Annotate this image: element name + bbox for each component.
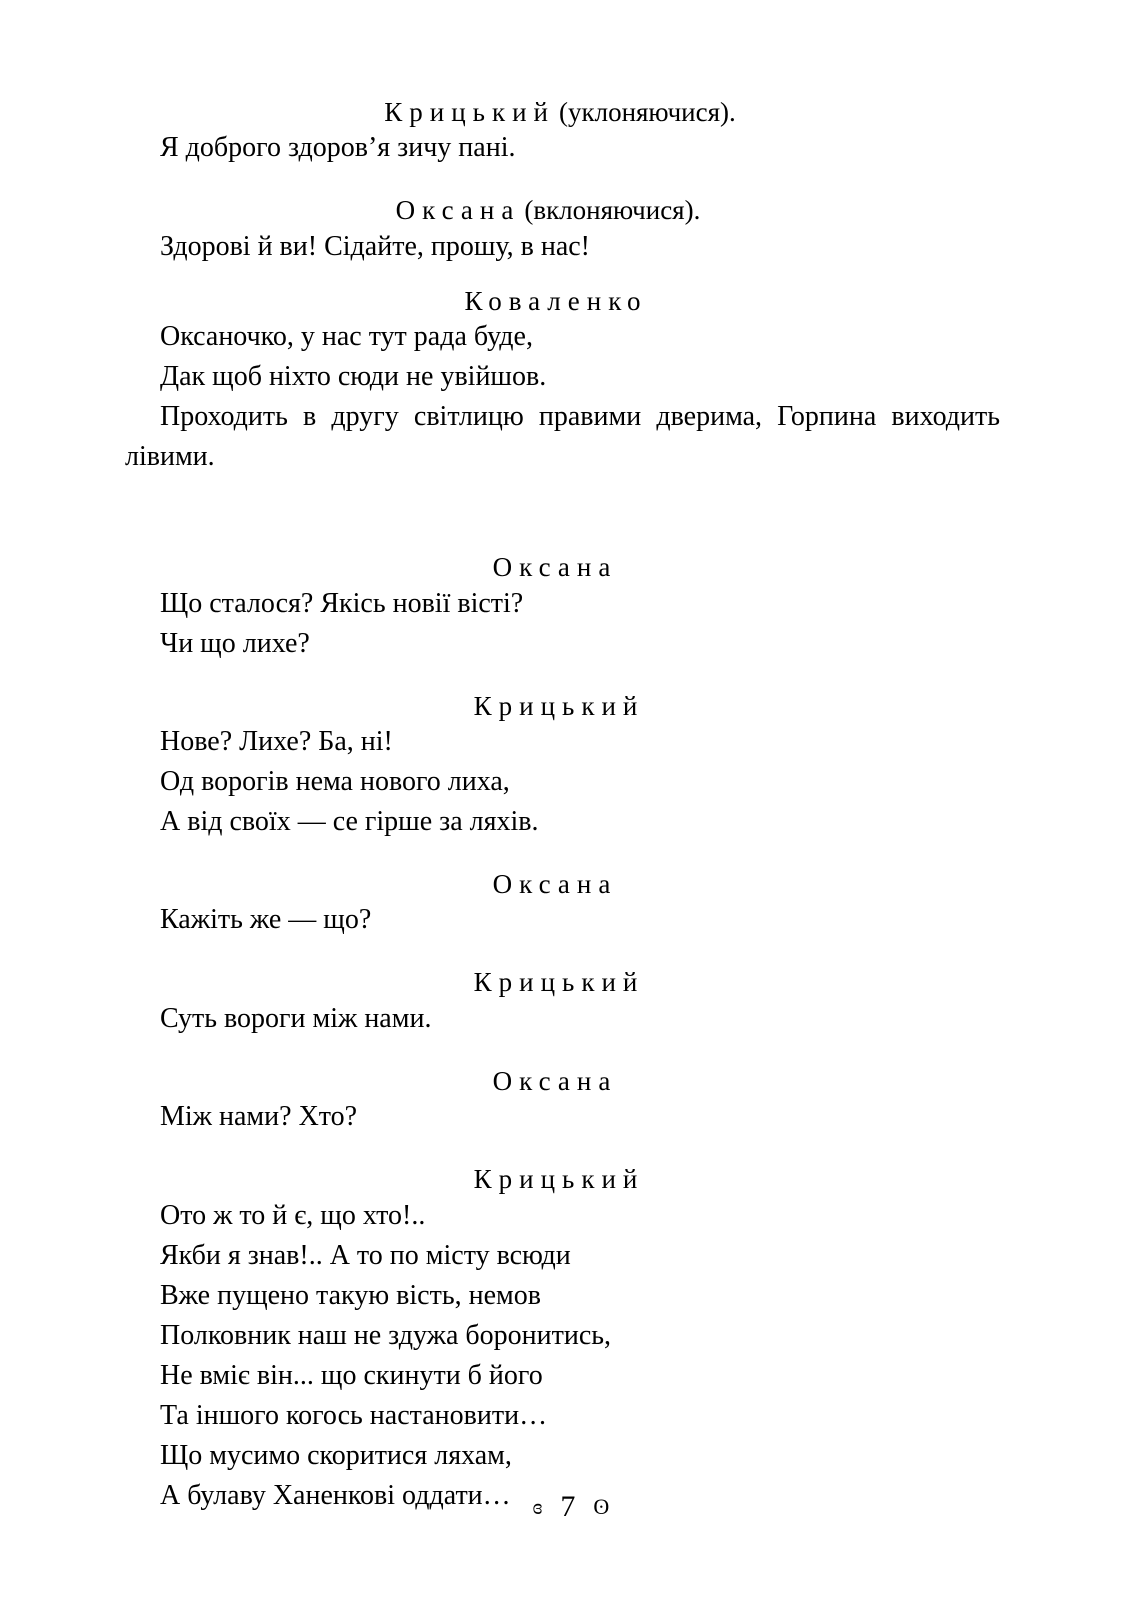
page-footer xyxy=(0,1492,1142,1522)
verse-line: Що сталося? Якісь новії вісті? xyxy=(160,587,524,619)
speaker-name: Крицький xyxy=(384,97,555,127)
speaker-name: Оксана xyxy=(492,552,618,583)
verse-line: А булаву Ханенкові оддати… xyxy=(160,1479,511,1511)
spacer xyxy=(125,664,1000,690)
speaker-name: Оксана xyxy=(395,195,521,226)
verse-block xyxy=(125,1097,1000,1137)
spacer xyxy=(125,842,1000,868)
speaker-heading xyxy=(125,868,1000,900)
verse-block xyxy=(125,317,1000,397)
verse-block xyxy=(125,128,1000,168)
speaker-heading xyxy=(125,194,1000,226)
verse-line: Та іншого когось настановити… xyxy=(160,1399,548,1431)
verse-line: Між нами? Хто? xyxy=(160,1101,358,1133)
speaker-heading xyxy=(125,285,1000,317)
verse-block xyxy=(125,1196,1000,1519)
page-number: 7 xyxy=(560,1490,576,1523)
spacer xyxy=(125,1137,1000,1163)
speaker-parenthetical: (вклоняючися). xyxy=(524,195,701,226)
spacer xyxy=(125,517,1000,551)
verse-line: Нове? Лихе? Ба, ні! xyxy=(160,725,393,757)
verse-line: А від своїх — се гірше за ляхів. xyxy=(160,805,539,837)
speaker-heading xyxy=(125,690,1000,722)
spacer xyxy=(125,1039,1000,1065)
verse-line: Оксаночко, у нас тут рада буде, xyxy=(160,321,533,353)
spacer xyxy=(125,267,1000,285)
speaker-name: Коваленко xyxy=(464,285,648,316)
verse-line: Чи що лихе? xyxy=(160,627,310,659)
verse-block xyxy=(125,227,1000,267)
verse-line: Од ворогів нема нового лиха, xyxy=(160,765,510,797)
verse-line: Вже пущено такую вість, немов xyxy=(160,1279,541,1311)
speaker-heading xyxy=(125,96,1000,128)
speaker-name: Оксана xyxy=(492,1065,618,1096)
spacer xyxy=(125,940,1000,966)
verse-line: Не вміє він... що скинути б його xyxy=(160,1359,543,1391)
stage-direction: Проходить в другу світлицю правими дверима, Горпина виходить лівими. xyxy=(125,401,1000,473)
spacer xyxy=(125,168,1000,194)
verse-block xyxy=(125,584,1000,664)
verse-line: Що мусимо скоритися ляхам, xyxy=(160,1439,512,1471)
speaker-name: Оксана xyxy=(492,868,618,899)
verse-block xyxy=(125,999,1000,1039)
speaker-heading xyxy=(125,966,1000,998)
verse-line: Здорові й ви! Сідайте, прошу, в нас! xyxy=(160,230,590,262)
text-column xyxy=(125,96,1000,1519)
speaker-heading xyxy=(125,551,1000,583)
verse-line: Якби я знав!.. А то по місту всюди xyxy=(160,1239,571,1271)
verse-line: Полковник наш не здужа боронитись, xyxy=(160,1319,612,1351)
aldine-leaf-ornament-left-icon: ɞ xyxy=(532,1494,543,1519)
verse-block xyxy=(125,900,1000,940)
verse-line: Кажіть же — що? xyxy=(160,904,372,936)
speaker-heading xyxy=(125,1163,1000,1195)
speaker-heading xyxy=(125,1065,1000,1097)
speaker-parenthetical: (уклоняючися). xyxy=(558,97,736,127)
speaker-name: Крицький xyxy=(473,690,645,721)
speaker-name: Крицький xyxy=(473,967,645,998)
speaker-name: Крицький xyxy=(473,1164,645,1195)
verse-line: Ото ж то й є, що хто!.. xyxy=(160,1199,426,1231)
verse-line: Суть вороги між нами. xyxy=(160,1002,432,1034)
verse-line: Я доброго здоров’я зичу пані. xyxy=(160,132,516,164)
verse-line: Дак щоб ніхто сюди не увійшов. xyxy=(160,361,547,393)
aldine-leaf-ornament-right-icon: ʘ xyxy=(593,1494,610,1519)
verse-block xyxy=(125,722,1000,842)
